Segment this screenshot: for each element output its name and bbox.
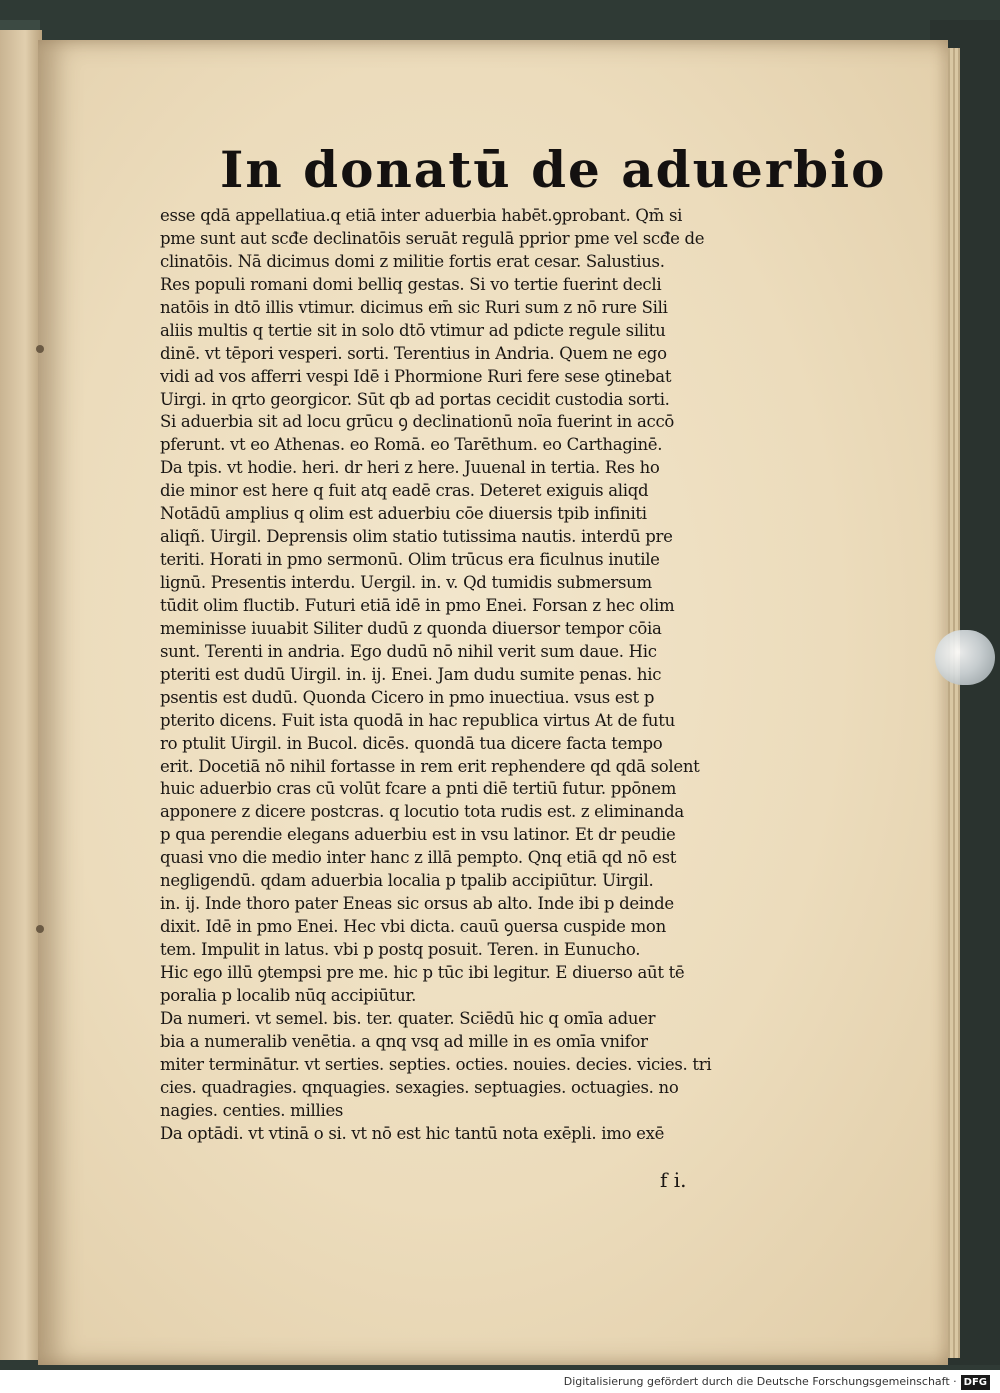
text-line: nagies. centies. millies <box>160 1100 344 1120</box>
text-line: quasi vno die medio inter hanc z illā pempto. Qnq etiā qd nō est <box>160 848 677 868</box>
text-line: in. ij. Inde thoro pater Eneas sic orsus ab alto. Inde ibi p deinde <box>160 894 674 914</box>
text-line: vidi ad vos afferri vespi Idē i Phormione Ruri fere sese ꝯtinebat <box>160 366 672 386</box>
page-title: In donatū de aduerbio <box>220 140 887 199</box>
text-line: Si aduerbia sit ad locu grūcu ꝯ declinationū noīa fuerint in accō <box>160 412 675 432</box>
text-line: psentis est dudū. Quonda Cicero in pmo inuectiua. vsus est p <box>160 687 655 707</box>
text-line: dinē. vt tēpori vesperi. sorti. Terentius in Andria. Quem ne ego <box>160 343 667 363</box>
page-clip <box>935 630 995 685</box>
facing-page-edge <box>0 30 42 1360</box>
text-line: Da numeri. vt semel. bis. ter. quater. Sciēdū hic q omīa aduer <box>160 1008 656 1028</box>
text-line: pteriti est dudū Uirgil. in. ij. Enei. Jam dudu sumite penas. hic <box>160 664 662 684</box>
text-line: aliqñ. Uirgil. Deprensis olim statio tutissima nautis. interdū pre <box>160 527 673 547</box>
text-line: Da optādi. vt vtinā o si. vt nō est hic tantū nota exēpli. imo exē <box>160 1123 665 1143</box>
text-line: tem. Impulit in latus. vbi p postq posuit. Teren. in Eunucho. <box>160 940 641 959</box>
text-line: pterito dicens. Fuit ista quodā in hac republica virtus At de futu <box>160 710 675 730</box>
text-line: pme sunt aut scđe declinatōis seruāt regulā pprior pme vel scđe de <box>160 228 705 248</box>
text-line: clinatōis. Nā dicimus domi z militie fortis erat cesar. Salustius. <box>160 251 665 271</box>
text-line: poralia p localib nūq accipiūtur. <box>160 985 417 1005</box>
binding-hole <box>36 925 44 933</box>
text-line: pferunt. vt eo Athenas. eo Romā. eo Tarēthum. eo Carthaginē. <box>160 435 663 455</box>
binding-hole <box>36 345 44 353</box>
text-line: lignū. Presentis interdu. Uergil. in. v. Qd tumidis submersum <box>160 573 652 592</box>
text-line: dixit. Idē in pmo Enei. Hec vbi dicta. cauū ꝯuersa cuspide mon <box>160 917 666 937</box>
signature-mark: f i. <box>660 1168 687 1192</box>
credit-text: Digitalisierung gefördert durch die Deutsche Forschungsgemeinschaft · <box>563 1375 957 1388</box>
text-block <box>160 205 800 1145</box>
text-line: bia a numeralib venētia. a qnq vsq ad mille in es omīa vnifor <box>160 1031 648 1051</box>
text-line: Notādū amplius q olim est aduerbiu cōe diuersis tpib infiniti <box>160 504 647 524</box>
text-line: p qua perendie elegans aduerbiu est in vsu latinor. Et dr peudie <box>160 825 676 845</box>
text-line: negligendū. qdam aduerbia localia p tpalib accipiūtur. Uirgil. <box>160 871 654 891</box>
text-line: teriti. Horati in pmo sermonū. Olim trūcus era ficulnus inutile <box>160 550 660 570</box>
text-line: Da tpis. vt hodie. heri. dr heri z here. Juuenal in tertia. Res ho <box>160 458 660 478</box>
text-line: ro ptulit Uirgil. in Bucol. dicēs. quondā tua dicere facta tempo <box>160 733 663 753</box>
text-line: aliis multis q tertie sit in solo dtō vtimur ad pdicte regule silitu <box>160 320 666 340</box>
text-line: sunt. Terenti in andria. Ego dudū nō nihil verit sum daue. Hic <box>160 641 657 661</box>
text-line: erit. Docetiā nō nihil fortasse in rem erit rephendere qd qdā solent <box>160 756 700 776</box>
dfg-logo: DFG <box>961 1375 990 1390</box>
text-line: tūdit olim fluctib. Futuri etiā idē in pmo Enei. Forsan z hec olim <box>160 595 675 615</box>
text-line: cies. quadragies. qnquagies. sexagies. septuagies. octuagies. no <box>160 1077 679 1097</box>
text-line: huic aduerbio cras cū volūt fcare a pnti diē tertiū futur. ppōnem <box>160 779 677 799</box>
text-line: Res populi romani domi belliq gestas. Si vo tertie fuerint decli <box>160 274 662 294</box>
text-line: miter terminātur. vt serties. septies. octies. nouies. decies. vicies. tri <box>160 1054 712 1074</box>
text-line: Uirgi. in qrto georgicor. Sūt qb ad portas cecidit custodia sorti. <box>160 389 670 409</box>
text-line: Hic ego illū ꝯtempsi pre me. hic p tūc ibi legitur. E diuerso aūt tē <box>160 962 685 982</box>
text-line: apponere z dicere postcras. q locutio tota rudis est. z eliminanda <box>160 802 684 822</box>
text-line: meminisse iuuabit Siliter dudū z quonda diuersor tempor cōia <box>160 618 662 638</box>
text-line: esse qdā appellatiua.q etiā inter aduerbia habēt.ꝯprobant. Qm̄ si <box>160 206 683 225</box>
digitization-credit <box>564 1372 990 1392</box>
text-line: natōis in dtō illis vtimur. dicimus em̄ sic Ruri sum z nō rure Sili <box>160 297 668 317</box>
text-line: die minor est here q fuit atq eadē cras. Deteret exiguis aliqd <box>160 481 649 501</box>
